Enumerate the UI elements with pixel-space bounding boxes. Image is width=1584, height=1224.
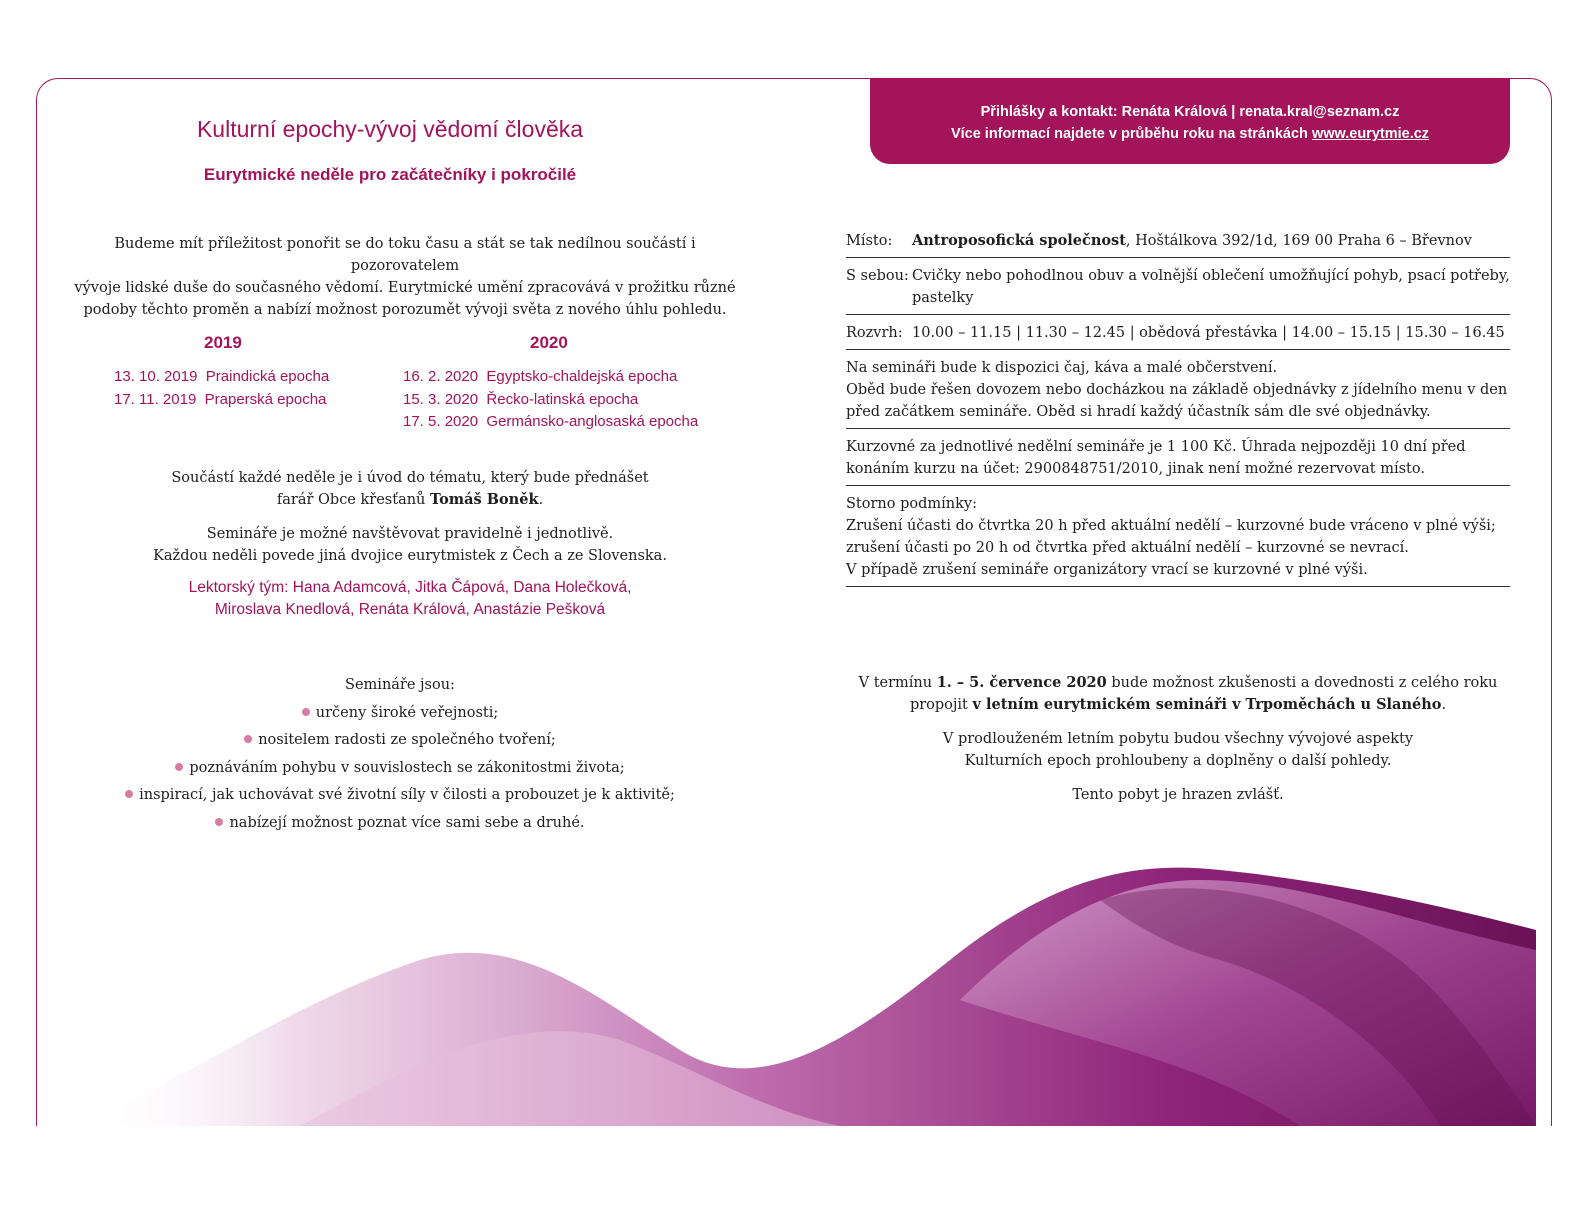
storno-row (846, 493, 1510, 587)
page-title: Kulturní epochy-vývoj vědomí člověka (196, 116, 584, 142)
bring-label: S sebou: (846, 268, 909, 284)
epoch-name: Řecko-latinská epocha (486, 390, 639, 408)
intro-line: vývoje lidské duše do současného vědomí. Eurytmické umění zpracovává v prožitku různé (74, 280, 736, 296)
contact-line: Přihlášky a kontakt: Renáta Králová | renata.kral@seznam.cz (980, 104, 1400, 120)
list-item-text: nositelem radosti ze společného tvoření; (258, 732, 556, 748)
list-item (60, 755, 740, 783)
date-item (114, 389, 329, 412)
summer-text: bude možnost zkušenosti a dovednosti z celého roku (1106, 675, 1498, 691)
date: 17. 5. 2020 (403, 413, 479, 430)
visits-paragraph (90, 523, 730, 567)
lecture-paragraph (90, 467, 730, 511)
date-item (114, 366, 329, 389)
place-value (912, 230, 1510, 252)
place-label: Místo: (846, 233, 893, 249)
website-link[interactable]: www.eurytmie.cz (1311, 126, 1430, 142)
team-line: Miroslava Knedlová, Renáta Králová, Anastázie Pešková (214, 601, 606, 618)
seminar-list (60, 672, 740, 837)
page-subtitle: Eurytmické neděle pro začátečníky i pokročilé (203, 165, 577, 184)
lecture-line (90, 489, 730, 511)
lecture-end: . (538, 492, 544, 508)
visits-line: Semináře je možné navštěvovat pravidelně i jednotlivě. (206, 526, 614, 542)
year-2020-heading: 2020 (530, 333, 568, 352)
summer-line: V prodlouženém letním pobytu budou všechny vývojové aspekty (942, 731, 1414, 747)
summer-payment-note: Tento pobyt je hrazen zvlášť. (1072, 787, 1284, 803)
bullet-icon (302, 708, 310, 716)
bullet-icon (215, 818, 223, 826)
intro-line: podoby těchto proměn a nabízí možnost porozumět vývoji světa z nového úhlu pohledu. (83, 302, 727, 318)
date: 13. 10. 2019 (114, 368, 198, 385)
summer-seminar-info (846, 672, 1510, 806)
place-row (846, 230, 1510, 258)
bullet-icon (125, 790, 133, 798)
schedule-label: Rozvrh: (846, 325, 903, 341)
date-item (403, 366, 698, 389)
storno-line: Zrušení účasti do čtvrtka 20 h před aktuální nedělí – kurzovné bude vráceno v plné výši; (846, 518, 1496, 534)
lecture-line: Součástí každé neděle je i úvod do tématu, který bude přednášet (171, 470, 649, 486)
epoch-name: Praperská epocha (204, 390, 327, 408)
bullet-icon (175, 763, 183, 771)
date-item (403, 411, 698, 434)
date: 17. 11. 2019 (114, 390, 197, 408)
list-item (60, 727, 740, 755)
summer-line (846, 672, 1510, 694)
summer-venue: v letním eurytmickém semináři v Trpoměchách u Slaného (972, 696, 1442, 713)
info-table (846, 230, 1510, 594)
epoch-name: Praindická epocha (205, 368, 330, 385)
intro-paragraph (60, 233, 750, 321)
fee-text: Kurzovné za jednotlivé nedělní semináře je 1 100 Kč. Úhrada nejpozději 10 dní před konáním kurzu na účet: 2900848751/2010, jinak není možné rezervovat místo. (846, 439, 1466, 477)
place-address: , Hoštálkova 392/1d, 169 00 Praha 6 – Břevnov (1125, 233, 1472, 249)
lecturer-team (90, 577, 730, 621)
lecturer-name: Tomáš Boněk (430, 491, 539, 508)
dates-2020 (403, 366, 698, 434)
bring-value: Cvičky nebo pohodlnou obuv a volnější oblečení umožňující pohyb, psací potřeby, pastelky (912, 268, 1510, 306)
summer-line: Kulturních epoch prohloubeny a doplněny o další pohledy. (964, 753, 1392, 769)
list-item (60, 782, 740, 810)
summer-text: propojit (909, 697, 973, 713)
fee-row (846, 436, 1510, 486)
contact-banner (870, 78, 1510, 164)
intro-line: Budeme mít příležitost ponořit se do toku času a stát se tak nedílnou součástí i pozorovatelem (114, 236, 696, 274)
website-line (870, 123, 1510, 145)
list-item (60, 810, 740, 838)
visits-line: Každou neděli povede jiná dvojice eurytmistek z Čech a ze Slovenska. (153, 548, 667, 564)
food-line: Na semináři bude k dispozici čaj, káva a malé občerstvení. (846, 360, 1278, 376)
date: 16. 2. 2020 (403, 368, 479, 385)
website-prefix: Více informací najdete v průběhu roku na stránkách (950, 126, 1312, 142)
storno-line: zrušení účasti po 20 h od čtvrtka před aktuální nedělí – kurzovné se nevrací. (846, 540, 1409, 556)
place-name: Antroposofická společnost (912, 232, 1126, 249)
schedule-row (846, 322, 1510, 350)
year-2019-heading: 2019 (204, 333, 242, 352)
summer-date: 1. – 5. července 2020 (936, 674, 1107, 691)
food-line: Oběd bude řešen dovozem nebo docházkou na základě objednávky z jídelního menu v den před začátkem semináře. Oběd si hradí každý účastník sám dle své objednávky. (846, 382, 1508, 420)
lecture-text: farář Obce křesťanů (276, 492, 430, 508)
list-item (60, 700, 740, 728)
summer-text: . (1441, 697, 1447, 713)
list-item-text: nabízejí možnost poznat více sami sebe a druhé. (229, 814, 585, 831)
storno-heading: Storno podmínky: (846, 496, 977, 512)
summer-line (846, 694, 1510, 716)
bullet-icon (244, 735, 252, 743)
team-line: Lektorský tým: Hana Adamcová, Jitka Čápová, Dana Holečková, (188, 579, 632, 596)
list-item-text: inspirací, jak uchovávat své životní síly v čilosti a probouzet je k aktivitě; (139, 787, 675, 803)
list-item-text: poznáváním pohybu v souvislostech se zákonitostmi života; (189, 759, 625, 776)
bring-row (846, 265, 1510, 315)
epoch-name: Egyptsko-chaldejská epocha (486, 368, 678, 385)
dates-2019 (114, 366, 329, 411)
epoch-name: Germánsko-anglosaská epocha (486, 413, 699, 430)
food-row (846, 357, 1510, 429)
date-item (403, 389, 698, 412)
date: 15. 3. 2020 (403, 390, 479, 408)
summer-text: V termínu (858, 675, 937, 691)
list-item-text: určeny široké veřejnosti; (315, 704, 499, 721)
seminar-list-heading: Semináře jsou: (345, 677, 455, 693)
schedule-value: 10.00 – 11.15 | 11.30 – 12.45 | obědová přestávka | 14.00 – 15.15 | 15.30 – 16.45 (912, 325, 1505, 341)
storno-line: V případě zrušení semináře organizátory vrací se kurzovné v plné výši. (846, 562, 1368, 578)
